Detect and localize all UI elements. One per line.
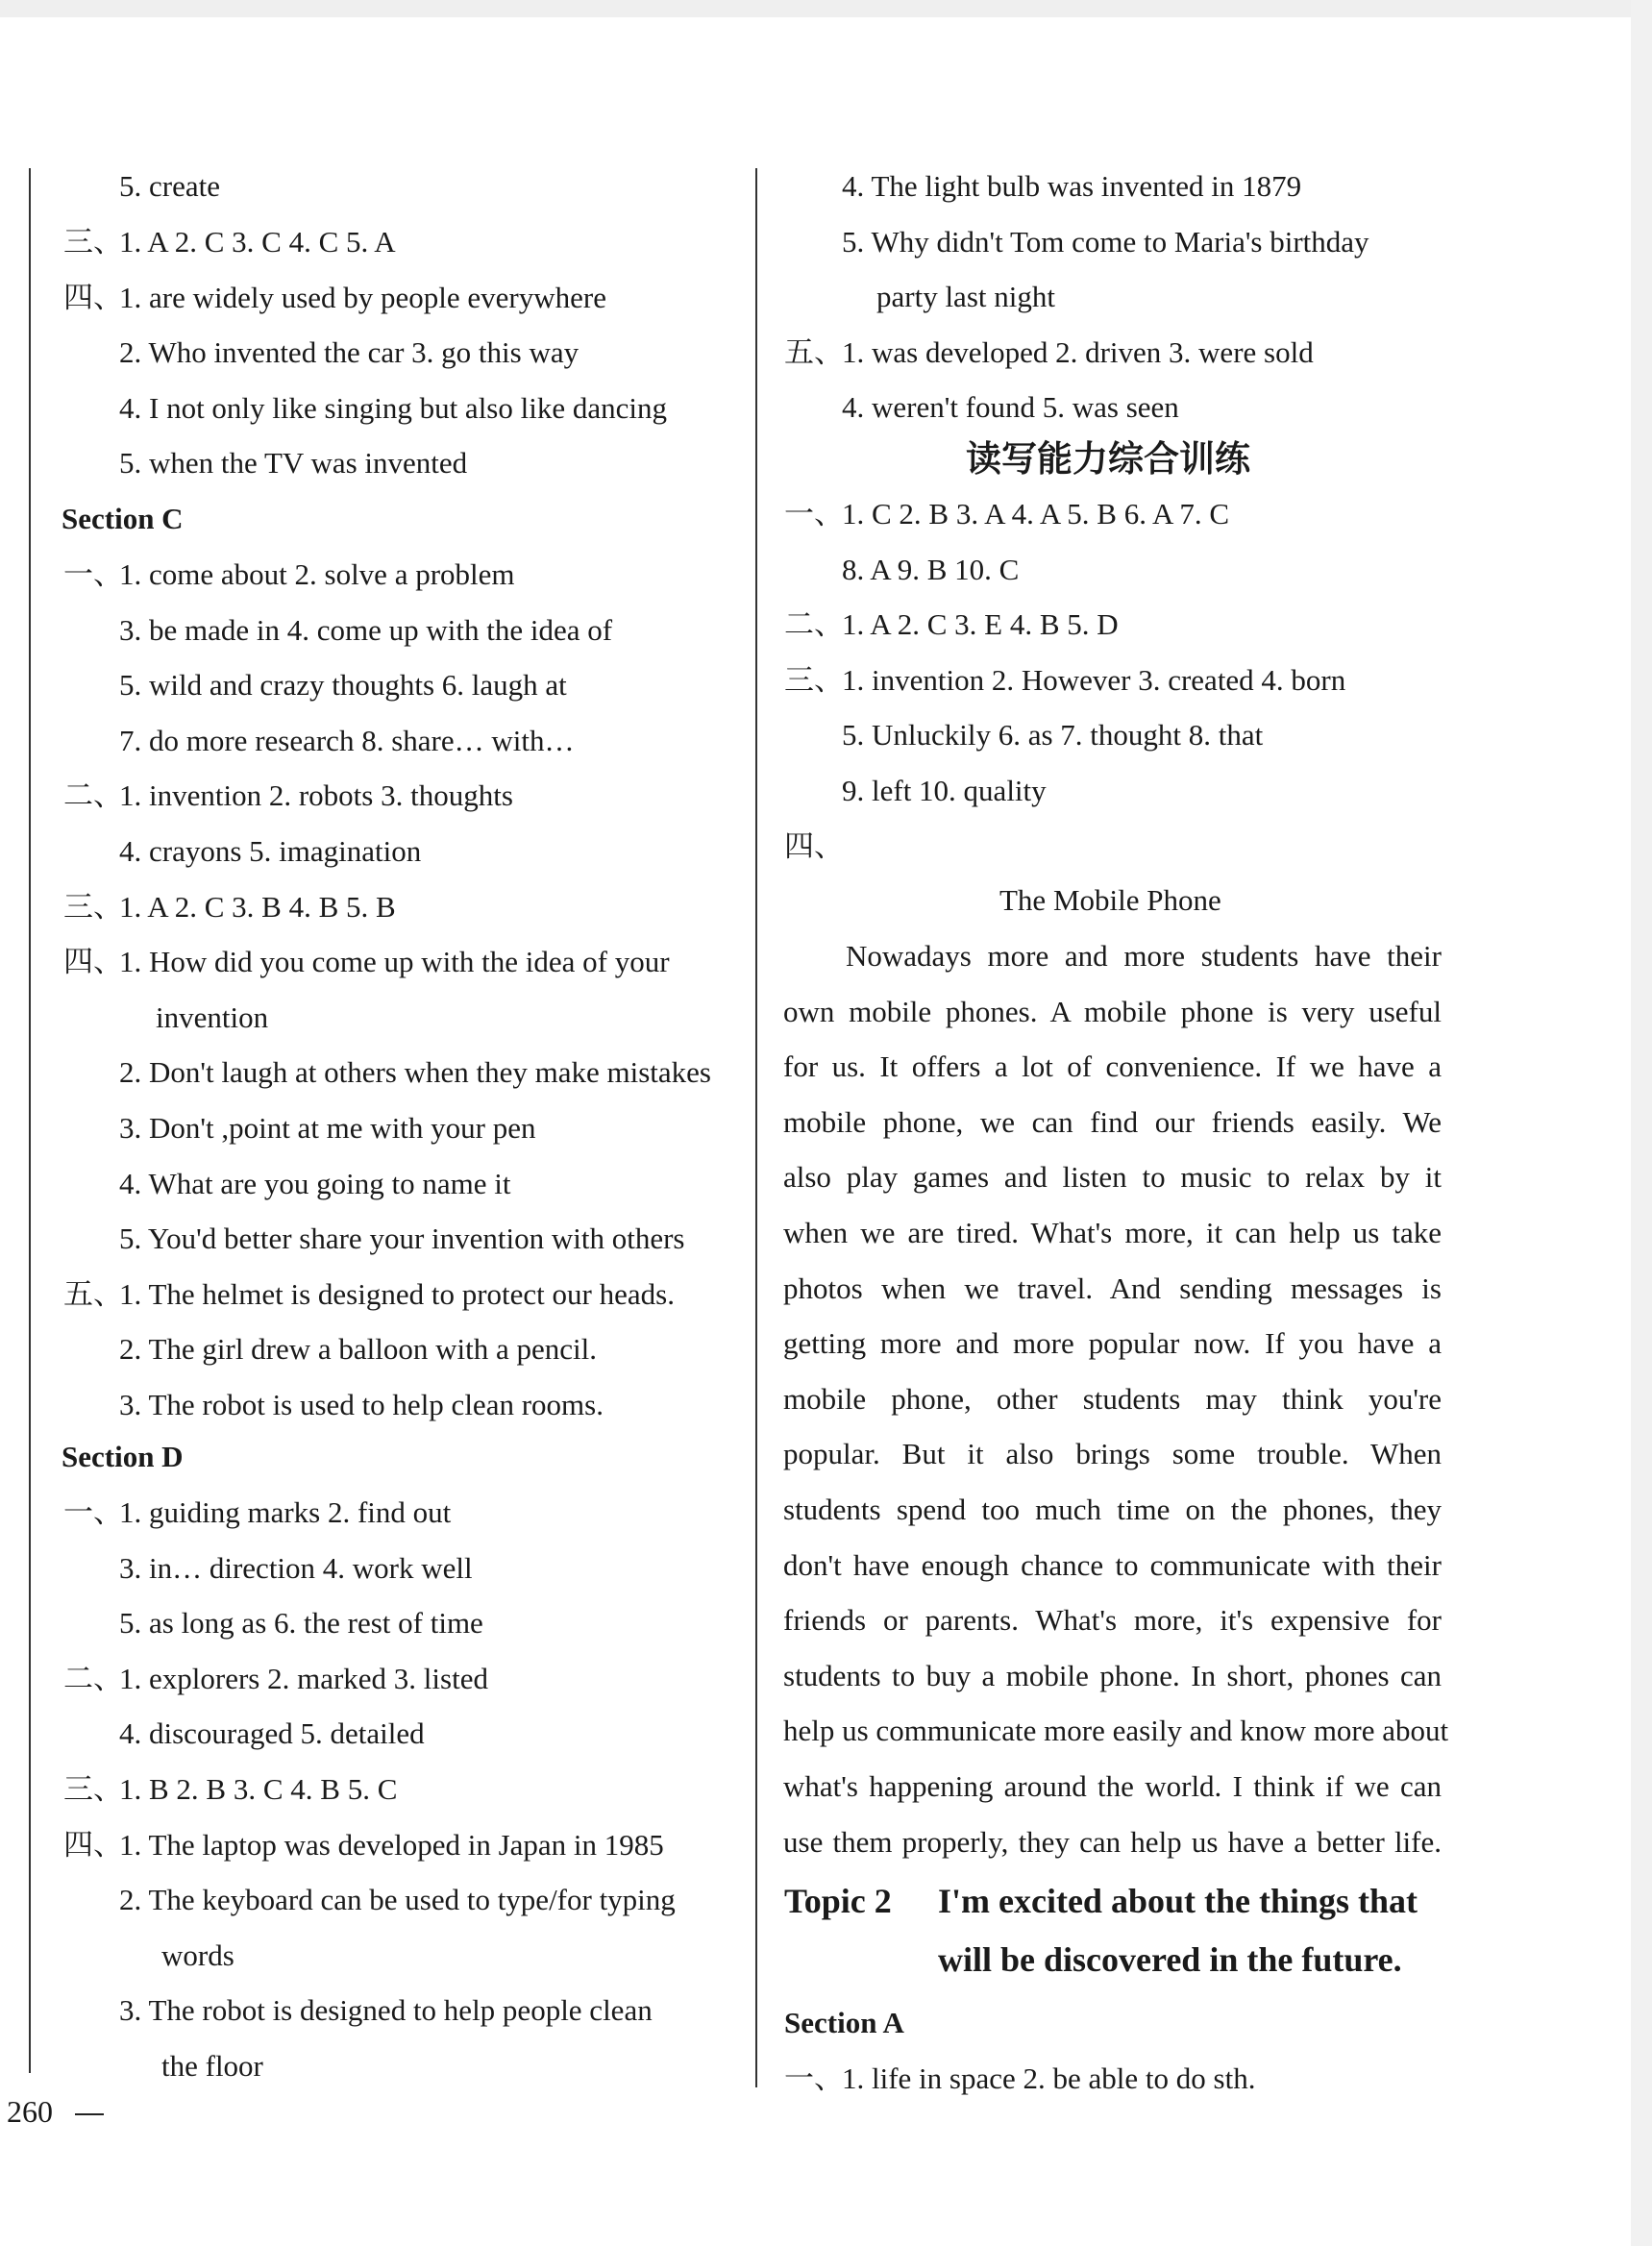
topic-title: I'm excited about the things that	[938, 1882, 1418, 1920]
answer-line: words	[161, 1937, 234, 1972]
essay-line: students spend too much time on the phones, they	[783, 1493, 1442, 1526]
essay-line: don't have enough chance to communicate with their	[783, 1547, 1442, 1582]
answer-line: 7. do more research 8. share… with…	[119, 723, 575, 757]
essay-line: what's happening around the world. I think if we can	[783, 1769, 1442, 1803]
answer-line: 9. left 10. quality	[842, 774, 1047, 807]
answer-line: 2. Don't laugh at others when they make mistakes	[119, 1055, 711, 1090]
scan-right-edge	[1631, 0, 1652, 2246]
answer-line: 1. was developed 2. driven 3. were sold	[842, 334, 1314, 369]
answer-line: 4. What are you going to name it	[119, 1166, 511, 1200]
answer-line: 1. C 2. B 3. A 4. A 5. B 6. A 7. C	[842, 497, 1230, 531]
section-marker: 四、	[63, 945, 123, 979]
answer-line: 1. A 2. C 3. E 4. B 5. D	[842, 607, 1119, 642]
answer-line: 4. I not only like singing but also like dancing	[119, 390, 667, 425]
answer-line: 4. The light bulb was invented in 1879	[842, 169, 1302, 203]
essay-line: photos when we travel. And sending messages is	[783, 1271, 1442, 1305]
essay-line: popular. But it also brings some trouble. When	[783, 1437, 1442, 1471]
answer-line: 1. The laptop was developed in Japan in 1985	[119, 1827, 664, 1862]
section-marker: 四、	[63, 1827, 123, 1862]
answer-line: 5. Why didn't Tom come to Maria's birthday	[842, 224, 1369, 259]
answer-line: 3. The robot is used to help clean rooms.	[119, 1388, 604, 1421]
section-marker: 二、	[63, 778, 123, 813]
essay-title: The Mobile Phone	[999, 883, 1221, 917]
section-marker: 三、	[63, 889, 123, 924]
answer-line: 1. are widely used by people everywhere	[119, 280, 606, 314]
answer-line: 1. invention 2. robots 3. thoughts	[119, 778, 513, 813]
essay-line: Nowadays more and more students have their	[846, 939, 1442, 973]
essay-line: getting more and more popular now. If you have a	[783, 1326, 1442, 1361]
essay-line: mobile phone, other students may think you're	[783, 1381, 1442, 1416]
topic-title: will be discovered in the future.	[938, 1940, 1402, 1979]
section-heading: Section C	[62, 502, 184, 535]
section-marker: 二、	[784, 607, 844, 642]
essay-line: for us. It offers a lot of convenience. If we have a	[783, 1049, 1442, 1084]
chinese-section-title: 读写能力综合训练	[966, 438, 1250, 480]
answer-line: 2. Who invented the car 3. go this way	[119, 335, 579, 370]
section-marker: 一、	[63, 557, 123, 591]
essay-line: friends or parents. What's more, it's expensive for	[783, 1603, 1442, 1638]
section-marker: 三、	[784, 662, 844, 697]
section-marker: 一、	[784, 2061, 844, 2095]
section-heading: Section A	[784, 2006, 904, 2039]
answer-line: 1. The helmet is designed to protect our heads.	[119, 1276, 675, 1311]
answer-line: 4. discouraged 5. detailed	[119, 1716, 425, 1751]
answer-line: 1. come about 2. solve a problem	[119, 557, 515, 591]
answer-line: 1. A 2. C 3. C 4. C 5. A	[119, 225, 396, 259]
section-heading: Section D	[62, 1440, 184, 1473]
answer-line: 3. Don't ,point at me with your pen	[119, 1111, 536, 1145]
essay-line: also play games and listen to music to relax by it	[783, 1160, 1442, 1195]
column-divider	[755, 168, 757, 2087]
answer-line: 3. The robot is designed to help people clean	[119, 1993, 653, 2028]
section-marker: 五、	[63, 1276, 123, 1311]
answer-line: 1. A 2. C 3. B 4. B 5. B	[119, 889, 396, 924]
answer-line: invention	[156, 1000, 269, 1034]
topic-label: Topic 2	[784, 1882, 892, 1920]
answer-line: 4. crayons 5. imagination	[119, 834, 422, 868]
section-marker: 五、	[784, 334, 844, 369]
essay-line: use them properly, they can help us have a better life.	[783, 1824, 1442, 1859]
essay-line: own mobile phones. A mobile phone is very useful	[783, 994, 1442, 1028]
essay-line: help us communicate more easily and know more about	[783, 1714, 1449, 1748]
answer-line: 5. Unluckily 6. as 7. thought 8. that	[842, 718, 1264, 753]
answer-line: 2. The keyboard can be used to type/for typing	[119, 1883, 676, 1917]
section-marker: 四、	[784, 828, 844, 863]
answer-line: 5. You'd better share your invention with others	[119, 1222, 685, 1256]
answer-line: 1. invention 2. However 3. created 4. born	[842, 662, 1346, 697]
page-number: 260	[7, 2094, 53, 2129]
answer-line: 3. in… direction 4. work well	[119, 1550, 473, 1585]
scan-top-edge	[0, 0, 1652, 17]
answer-line: 1. life in space 2. be able to do sth.	[842, 2061, 1256, 2095]
answer-line: 8. A 9. B 10. C	[842, 552, 1020, 586]
answer-line: 2. The girl drew a balloon with a pencil.	[119, 1332, 598, 1367]
answer-line: the floor	[161, 2049, 263, 2083]
section-marker: 一、	[63, 1495, 123, 1529]
section-marker: 二、	[63, 1661, 123, 1695]
answer-line: 5. wild and crazy thoughts 6. laugh at	[119, 668, 567, 703]
answer-line: 5. as long as 6. the rest of time	[119, 1606, 483, 1641]
answer-line: party last night	[876, 280, 1055, 314]
left-margin-rule	[29, 168, 31, 2073]
page-number-dash	[75, 2113, 104, 2115]
answer-line: 1. How did you come up with the idea of your	[119, 945, 670, 979]
section-marker: 四、	[63, 280, 123, 314]
essay-line: when we are tired. What's more, it can help us take	[783, 1216, 1442, 1249]
section-marker: 三、	[63, 225, 123, 259]
answer-line: 1. guiding marks 2. find out	[119, 1495, 452, 1529]
answer-line: 3. be made in 4. come up with the idea of	[119, 612, 613, 647]
answer-line: 1. B 2. B 3. C 4. B 5. C	[119, 1772, 398, 1806]
answer-line: 5. create	[119, 169, 220, 203]
answer-line: 4. weren't found 5. was seen	[842, 390, 1179, 425]
essay-line: mobile phone, we can find our friends easily. We	[783, 1104, 1442, 1139]
answer-line: 1. explorers 2. marked 3. listed	[119, 1661, 488, 1695]
section-marker: 三、	[63, 1772, 123, 1806]
essay-line: students to buy a mobile phone. In short, phones can	[783, 1658, 1442, 1692]
section-marker: 一、	[784, 497, 844, 531]
answer-line: 5. when the TV was invented	[119, 446, 468, 481]
